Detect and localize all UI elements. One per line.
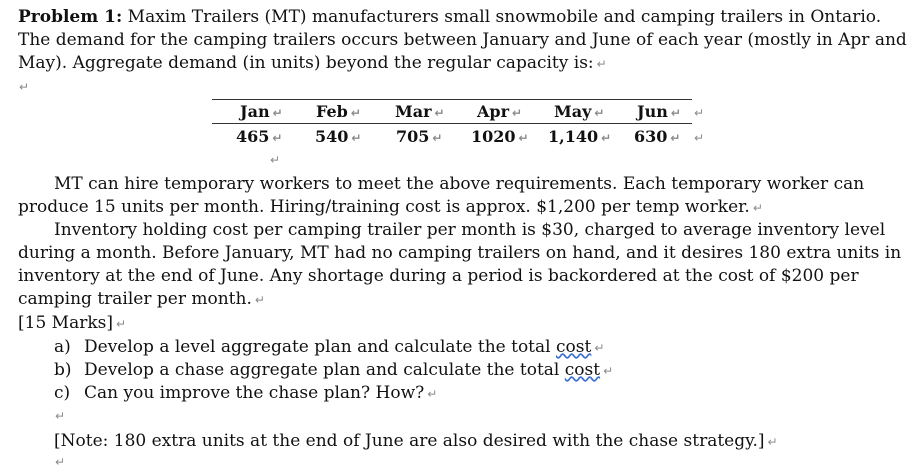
question-a-tail: cost	[556, 337, 592, 357]
paragraph-mark-icon: ↵	[254, 292, 265, 307]
question-a: a) Develop a level aggregate plan and calculate the total cost ↵	[54, 337, 605, 357]
para2-line-2: during a month. Before January, MT had no camping trailers on hand, and it desires 180 extra units in	[18, 243, 902, 263]
table-top-rule	[212, 99, 692, 100]
problem-text-1: Maxim Trailers (MT) manufacturers small snowmobile and camping trailers in Ontario.	[127, 7, 882, 27]
note-line: [Note: 180 extra units at the end of June are also desired with the chase strategy.] ↵	[54, 431, 778, 451]
table-value-feb: 540 ↵	[315, 127, 362, 146]
row-end-mark-icon: ↵	[694, 131, 705, 145]
para1-line-2: produce 15 units per month. Hiring/training cost is approx. $1,200 per temp worker. ↵	[18, 197, 763, 217]
paragraph-mark-icon: ↵	[55, 409, 66, 423]
para2-line-1: Inventory holding cost per camping trailer per month is $30, charged to average inventory level	[54, 220, 886, 240]
question-c-label: c)	[54, 383, 71, 403]
table-mid-rule	[212, 123, 692, 124]
question-c: c) Can you improve the chase plan? How? ↵	[54, 383, 438, 403]
paragraph-mark-icon: ↵	[270, 153, 281, 167]
table-header-mar: Mar ↵	[395, 102, 445, 121]
paragraph-mark-icon: ↵	[752, 200, 763, 215]
table-value-mar: 705 ↵	[396, 127, 443, 146]
table-header-jan: Jan ↵	[240, 102, 283, 121]
row-end-mark-icon: ↵	[694, 106, 705, 120]
para2-line-4: camping trailer per month. ↵	[18, 289, 265, 309]
problem-text-3: May). Aggregate demand (in units) beyond the regular capacity is:	[18, 53, 594, 73]
table-value-jun: 630 ↵	[634, 127, 681, 146]
table-header-apr: Apr ↵	[477, 102, 523, 121]
paragraph-mark-icon: ↵	[767, 434, 778, 449]
para1-line-1: MT can hire temporary workers to meet the above requirements. Each temporary worker can	[54, 174, 865, 194]
paragraph-mark-icon: ↵	[55, 455, 66, 469]
table-value-jan: 465 ↵	[236, 127, 283, 146]
paragraph-mark-icon: ↵	[596, 56, 607, 71]
marks-label: [15 Marks] ↵	[18, 313, 127, 333]
problem-line-2: The demand for the camping trailers occurs between January and June of each year (mostly in Apr and	[18, 30, 907, 50]
question-b-tail: cost	[564, 360, 601, 380]
table-value-apr: 1020 ↵	[471, 127, 529, 146]
problem-line-3	[18, 52, 607, 75]
question-b: b) Develop a chase aggregate plan and calculate the total cost ↵	[54, 360, 614, 380]
problem-label: Problem 1:	[18, 7, 123, 27]
question-a-label: a)	[54, 337, 71, 357]
table-value-may: 1,140 ↵	[548, 127, 612, 146]
question-b-label: b)	[54, 360, 72, 380]
table-header-may: May ↵	[554, 102, 605, 121]
paragraph-mark-icon: ↵	[116, 316, 127, 331]
table-header-feb: Feb ↵	[316, 102, 361, 121]
paragraph-mark-icon: ↵	[19, 80, 30, 94]
para2-line-3: inventory at the end of June. Any shortage during a period is backordered at the cost of $200 per	[18, 266, 859, 286]
problem-line-1	[18, 6, 881, 28]
table-header-jun: Jun ↵	[637, 102, 681, 121]
